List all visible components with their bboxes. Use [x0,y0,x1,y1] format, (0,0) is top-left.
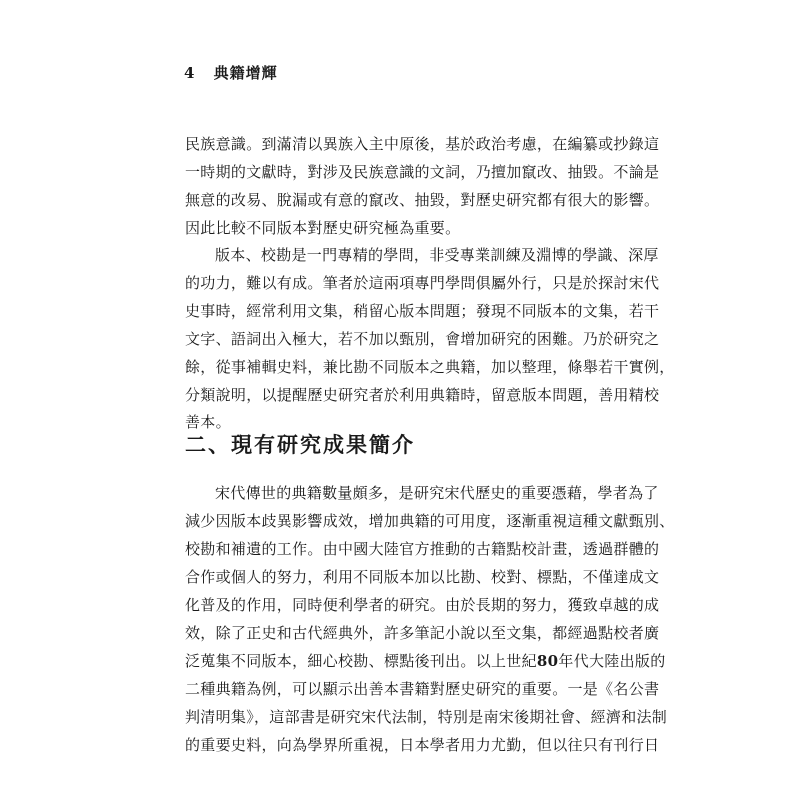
text-line: 民族意識。到滿清以異族入主中原後，基於政治考慮，在編纂或抄錄這 [185,135,660,153]
text-line: 效，除了正史和古代經典外，許多筆記小說以至文集，都經過點校者廣 [185,624,660,642]
text-line: 版本、校勘是一門專精的學問，非受專業訓練及淵博的學識、深厚 [215,246,659,264]
text-line: 史事時，經常利用文集，稍留心版本問題；發現不同版本的文集，若干 [185,302,660,320]
text-line: 宋代傳世的典籍數量頗多，是研究宋代歷史的重要憑藉，學者為了 [215,484,659,502]
text-line-part: 年代大陸出版的 [558,652,666,670]
text-line: 分類說明，以提醒歷史研究者於利用典籍時，留意版本問題，善用精校 [185,386,660,404]
text-line: 校勘和補遺的工作。由中國大陸官方推動的古籍點校計畫，透過群體的 [185,540,660,558]
text-line: 二種典籍為例，可以顯示出善本書籍對歷史研究的重要。一是《名公書 [185,680,660,698]
text-line: 的功力，難以有成。筆者於這兩項專門學問俱屬外行，只是於探討宋代 [185,274,660,292]
text-line: 餘，從事補輯史料，兼比勘不同版本之典籍，加以整理，條舉若干實例， [185,358,675,376]
text-line: 一時期的文獻時，對涉及民族意識的文詞，乃擅加竄改、抽毀。不論是 [185,163,660,181]
running-header [184,62,278,83]
text-line: 無意的改易、脫漏或有意的竄改、抽毀，對歷史研究都有很大的影響。 [185,191,660,209]
year-number: 80 [536,652,559,670]
text-line: 減少因版本歧異影響成效，增加典籍的可用度，逐漸重視這種文獻甄別、 [185,512,675,530]
text-line: 文字、語詞出入極大，若不加以甄別，會增加研究的困難。乃於研究之 [185,330,660,348]
text-line: 的重要史料，向為學界所重視，日本學者用力尤勤，但以往只有刊行日 [185,736,660,754]
book-title: 典籍增輝 [213,64,278,82]
section-heading: 二、現有研究成果簡介 [185,432,415,457]
text-line: 因此比較不同版本對歷史研究極為重要。 [185,219,461,237]
text-line: 化普及的作用，同時便利學者的研究。由於長期的努力，獲致卓越的成 [185,596,660,614]
page-number: 4 [184,64,196,82]
text-line [185,650,666,671]
text-line-part: 泛蒐集不同版本，細心校勘、標點後刊出。以上世紀 [185,652,537,670]
text-line: 善本。 [185,413,231,431]
text-line: 判清明集》，這部書是研究宋代法制，特別是南宋後期社會、經濟和法制 [185,708,668,726]
text-line: 合作或個人的努力，利用不同版本加以比勘、校對、標點，不僅達成文 [185,568,660,586]
